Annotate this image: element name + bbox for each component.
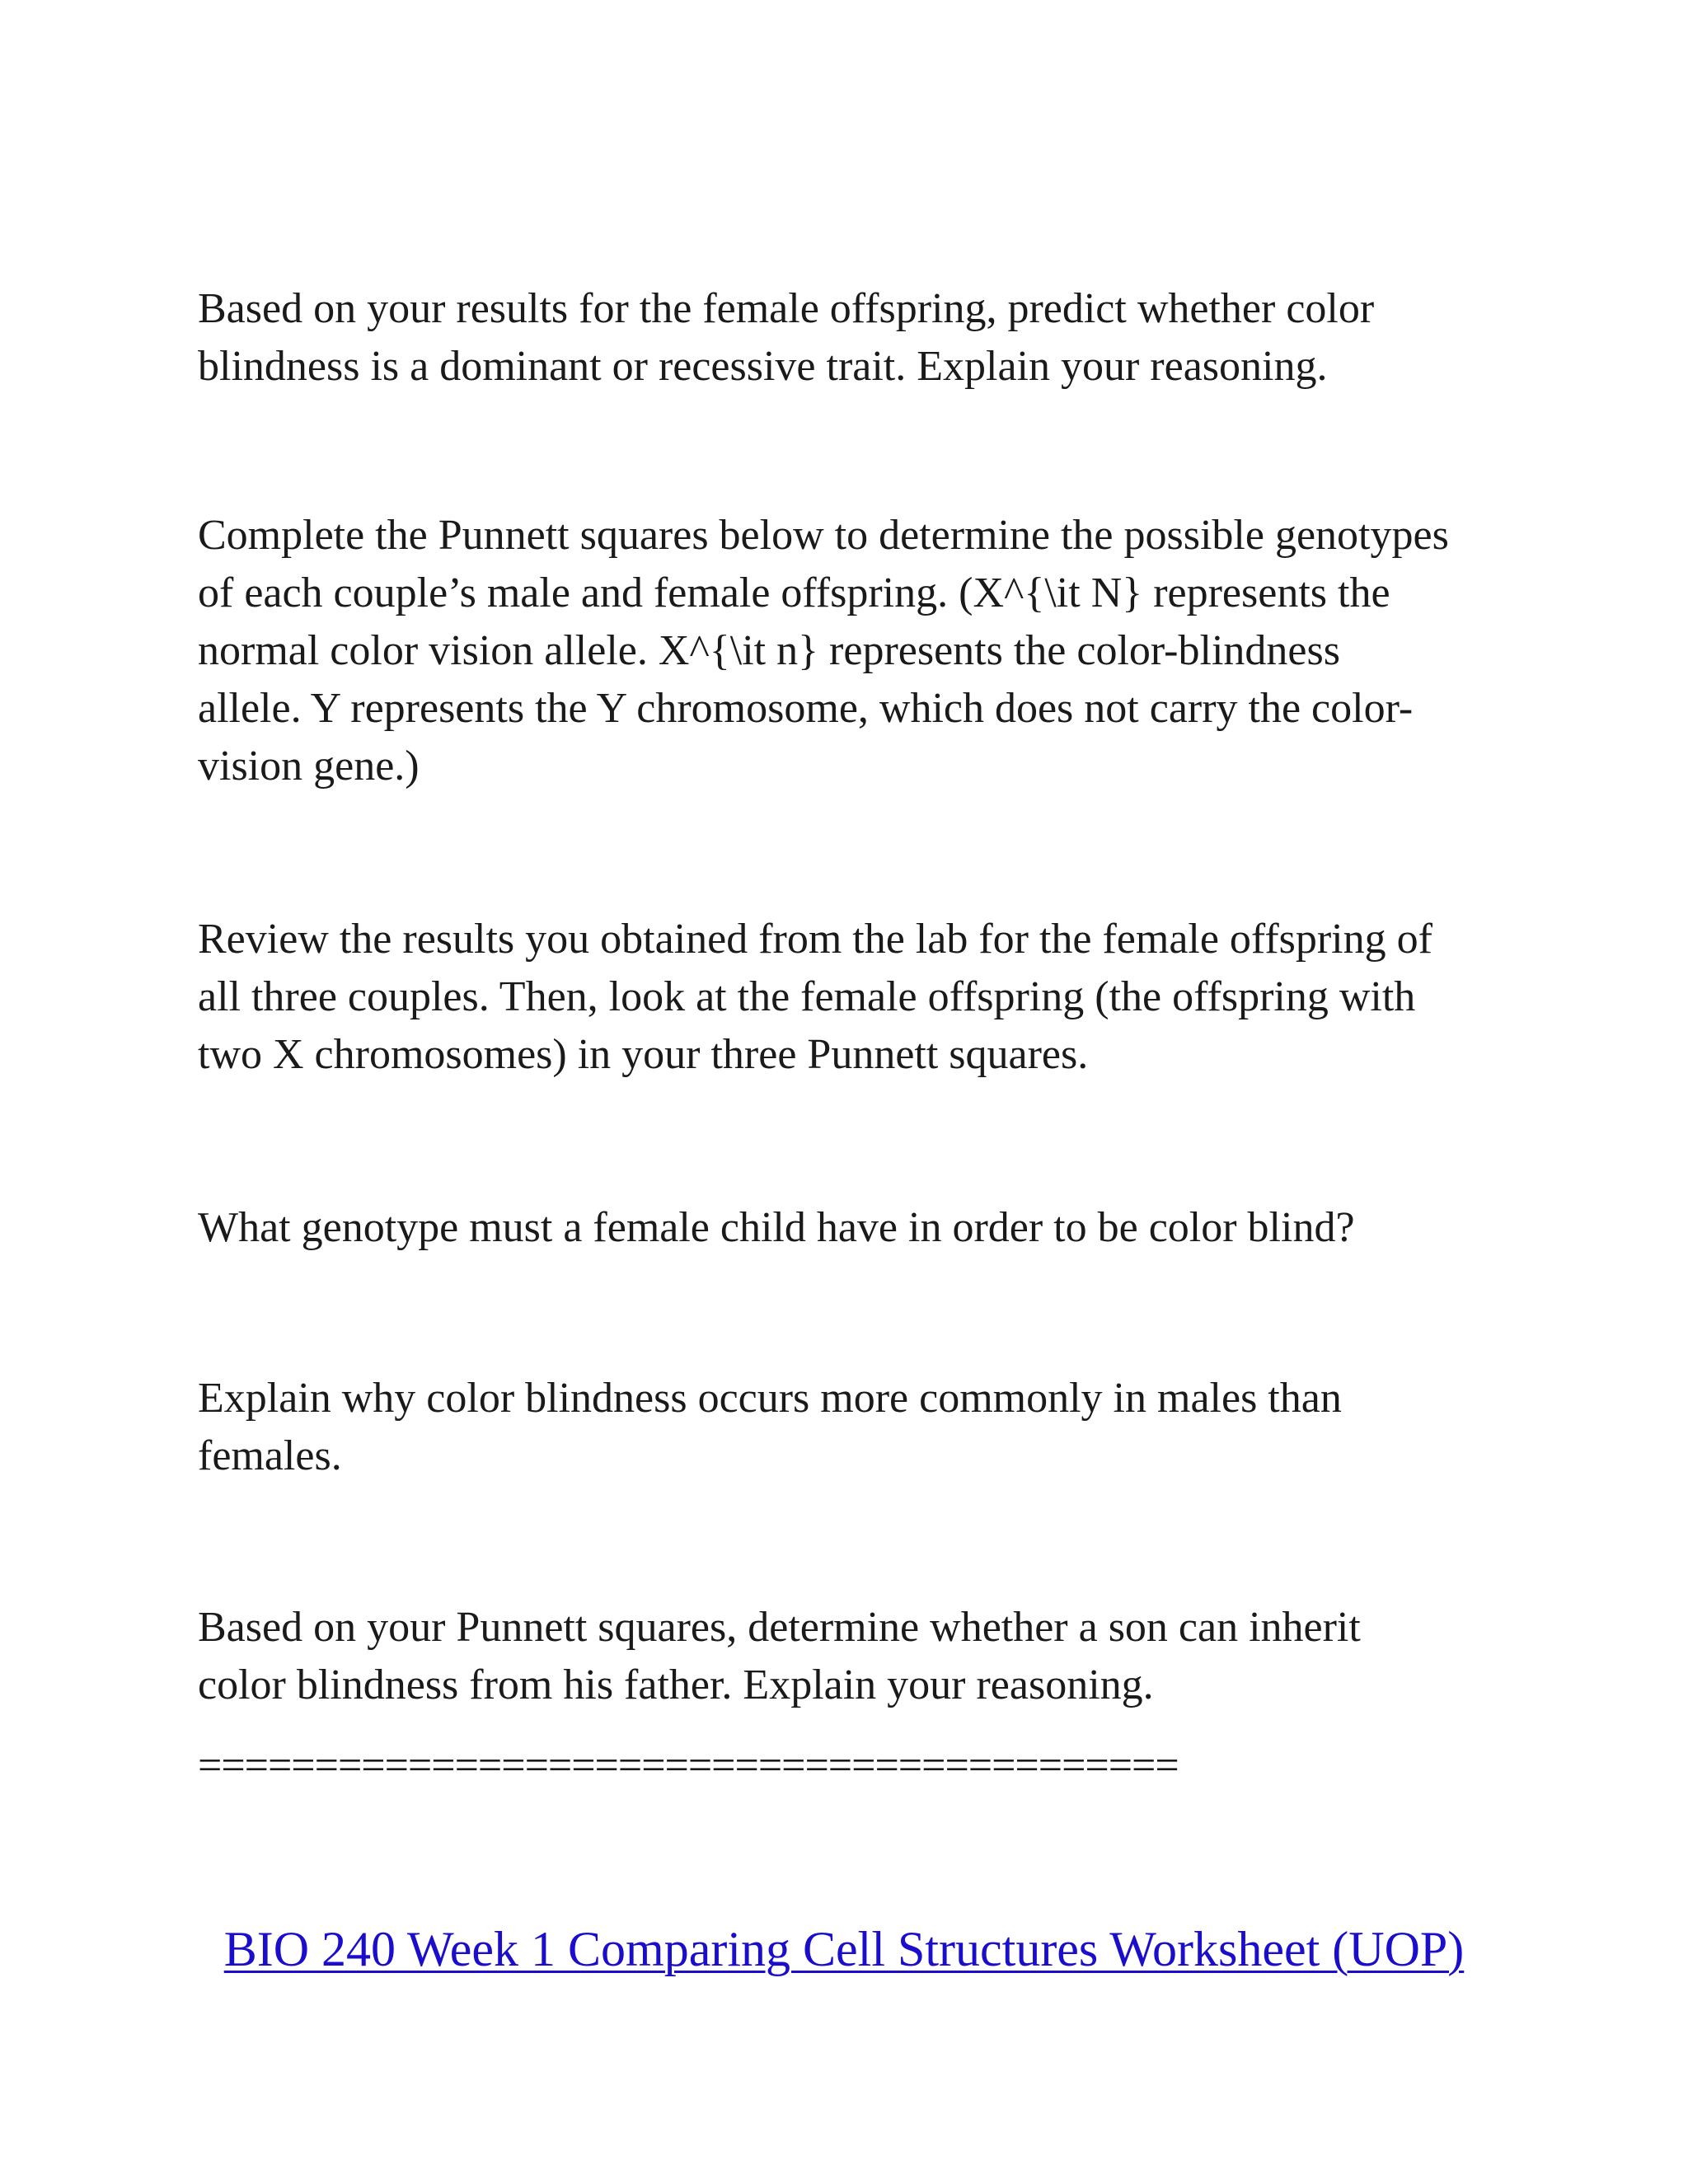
question-female-genotype: What genotype must a female child have in order to be color blind? xyxy=(198,1204,1355,1251)
question-dominant-recessive: Based on your results for the female offspring, predict whether color blindness is a dominant or recessive trait. Explain your reasoning. xyxy=(198,285,1375,390)
question-son-inherit: Based on your Punnett squares, determine whether a son can inherit color blindness from his father. Explain your reasoning. xyxy=(198,1604,1361,1708)
question-males-vs-females: Explain why color blindness occurs more commonly in males than females. xyxy=(198,1375,1342,1479)
instruction-review-results: Review the results you obtained from the lab for the female offspring of all three couples. Then, look at the female offspring (the offspring with two X chromosomes) in your three Punnett squares. xyxy=(198,916,1432,1078)
instruction-punnett-squares: Complete the Punnett squares below to determine the possible genotypes of each couple’s male and female offspring. (X^{\it N} represents the normal color vision allele. X^{\it n} represents the color-blindness allele. Y represents the Y chromosome, which does not carry the color- vision gene.) xyxy=(198,512,1449,790)
separator-line: ========================================== xyxy=(198,1742,1179,1789)
worksheet-link[interactable]: BIO 240 Week 1 Comparing Cell Structures Worksheet (UOP) xyxy=(223,1922,1465,1976)
